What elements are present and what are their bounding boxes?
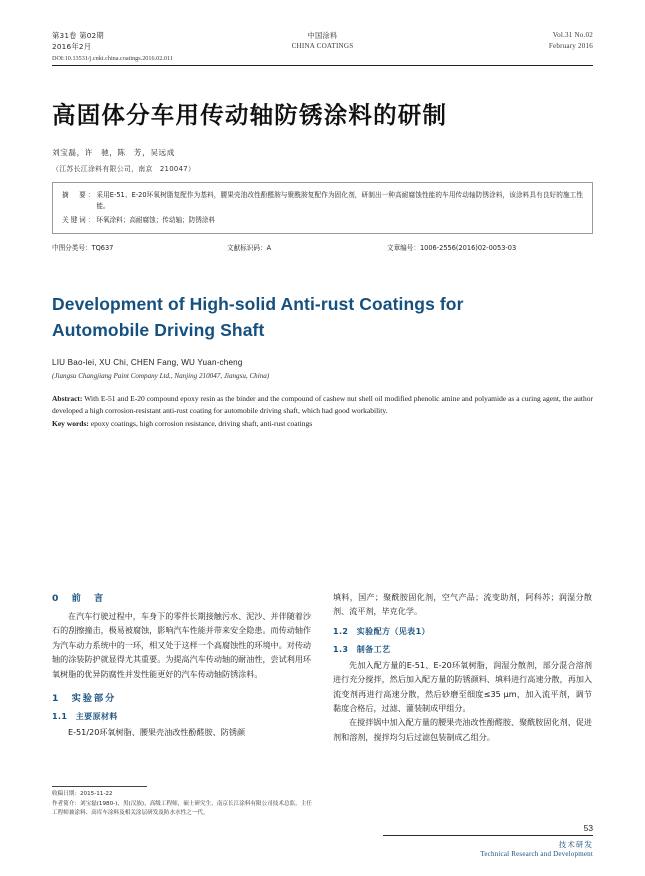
keywords-row-cn	[62, 215, 583, 227]
article-meta	[52, 242, 593, 252]
issue-date-en: February 2016	[548, 41, 593, 50]
paragraph-process-2: 在搅拌锅中加入配方量的腰果壳油改性酚醛胺、聚酰胺固化剂、促进剂和溶剂，搅拌均匀后过滤包装制成乙组分。	[333, 717, 592, 742]
received-date	[52, 790, 312, 800]
page-title-cn: 高固体分车用传动轴防锈涂料的研制	[52, 100, 448, 129]
abstract-label-en: Abstract:	[52, 393, 83, 403]
clc-field	[52, 242, 227, 252]
subsection-heading-1-3: 1.3 制备工艺	[333, 644, 391, 654]
footer-section-en: Technical Research and Development	[480, 850, 593, 858]
affiliation-cn: （江苏长江涂料有限公司，南京 210047）	[52, 164, 196, 173]
doc-code-field	[227, 242, 387, 252]
keywords-text-en: epoxy coatings, high corrosion resistance, driving shaft, anti-rust coatings	[90, 418, 313, 428]
clc-label: 中图分类号：	[52, 244, 92, 253]
authors-en: LIU Bao-lei, XU Chi, CHEN Fang, WU Yuan-cheng	[52, 357, 243, 367]
header-divider	[52, 65, 593, 66]
paragraph-intro-1: 在汽车行驶过程中，车身下的零件长期接触污水、泥沙、并伴随着沙石的刮擦撞击，极易被腐蚀，影响汽车性能并带来安全隐患。而传动轴作为汽车动力系统中的一环，相又处于这样一个高腐蚀性的环境中。对传动轴的涂装防护就显得尤其重要。为提高汽车传动轴的耐油性，尝试利用环氧树脂的优异防腐性并发性能更好的汽车传动轴防锈涂料。	[52, 611, 312, 679]
footnote-divider	[52, 786, 147, 787]
article-number-label: 文章编号：	[387, 244, 420, 253]
running-head-center	[202, 30, 443, 52]
abstract-box-cn	[52, 182, 593, 235]
running-head-right	[443, 30, 593, 52]
abstract-text-cn: 采用E-51、E-20环氧树脂复配作为基料，腰果壳油改性酚醛胺与聚酰胺复配作为固化剂，研制出一种高耐腐蚀性能的车用传动轴防锈涂料，该涂料具有良好的施工性能。	[96, 190, 583, 211]
keywords-label-en: Key words:	[52, 418, 89, 428]
volume-issue-en: Vol.31 No.02	[552, 31, 593, 39]
doc-code-label: 文献标识码：	[227, 244, 267, 253]
page-footer	[383, 823, 593, 858]
doc-code-value: A	[266, 244, 272, 253]
paragraph-materials-2: 填料，国产；聚酰胺固化剂，空气产品；流变助剂，阿科苏；润湿分散剂、流平剂，毕克化学。	[333, 592, 592, 617]
volume-issue: 第31卷 第02期	[52, 31, 104, 40]
footer-divider	[383, 835, 593, 836]
keywords-en	[52, 419, 593, 428]
running-head	[52, 30, 593, 53]
footer-section-cn: 技术研发	[558, 840, 593, 849]
received-date-label: 收稿日期：	[52, 791, 80, 797]
abstract-en	[52, 393, 593, 417]
doi-line: DOI:10.13531/j.cnki.china.coatings.2016.02.011	[52, 54, 173, 62]
section-heading-1: 1 实验部分	[52, 693, 117, 705]
paragraph-materials-1: E-51/20环氧树脂、腰果壳油改性酚醛胺、防锈颜	[68, 727, 246, 738]
article-number-value: 1006-2556(2016)02-0053-03	[419, 244, 517, 253]
subsection-heading-1-2: 1.2 实验配方（见表1）	[333, 626, 430, 636]
page-title-en-line1: Development of High-solid Anti-rust Coatings for	[52, 294, 464, 315]
body-column-left	[52, 590, 311, 744]
running-head-left	[52, 30, 202, 53]
section-heading-0: 0 前 言	[52, 593, 106, 604]
issue-date-cn: 2016年2月	[52, 42, 92, 52]
abstract-label-cn: 摘 要：	[62, 190, 97, 199]
page-title-en	[52, 292, 593, 343]
keywords-label-cn: 关键词：	[62, 215, 97, 224]
abstract-row-cn	[62, 190, 583, 213]
body-column-right	[333, 590, 592, 744]
page-number: 53	[583, 823, 593, 833]
footnote-block	[52, 786, 312, 819]
authors-cn: 刘宝磊，许 驰，陈 芳，吴远成	[52, 147, 175, 157]
keywords-text-cn: 环氧涂料；高耐腐蚀；传动轴；防锈涂料	[96, 215, 216, 224]
author-biography: 作者简介：刘宝磊(1980-)，男(汉族)，高级工程师，硕士研究生，南京长江涂料有限公司技术总监，主任工程师兼涂料、高库车涂料及相关涂层研发及防水水性之一代。	[52, 800, 312, 816]
clc-value: TQ637	[91, 244, 114, 253]
journal-title-en: CHINA COATINGS	[291, 42, 354, 51]
page-title-en-line2: Automobile Driving Shaft	[52, 319, 265, 340]
subsection-heading-1-1: 1.1 主要原材料	[52, 712, 118, 722]
affiliation-en: (Jiangsu Changjiang Paint Company Ltd., Nanjing 210047, Jiangsu, China)	[52, 371, 270, 380]
body-columns	[52, 590, 593, 744]
journal-title-cn: 中国涂料	[307, 31, 338, 40]
received-date-value: 2015-11-22	[79, 791, 113, 797]
article-number-field	[387, 242, 593, 252]
abstract-text-en: With E-51 and E-20 compound epoxy resin as the binder and the compound of cashew nut shell oil modified phenolic amine and polyamide as a curing agent, the author developed a high corrosion-resistant anti-rust coating for automobile driving shaft, which had good workability.	[52, 393, 593, 415]
paragraph-process-1: 先加入配方量的E-51、E-20环氧树脂，润湿分散剂，部分混合溶剂进行充分搅拌，然后加入配方量的防锈颜料、填料进行高速分散，再加入流变剂再进行高速分散，然后砂磨至细度≤35 μm，加入流平剂，调节黏度合格后，过滤、灌装制成甲组分。	[333, 659, 593, 714]
